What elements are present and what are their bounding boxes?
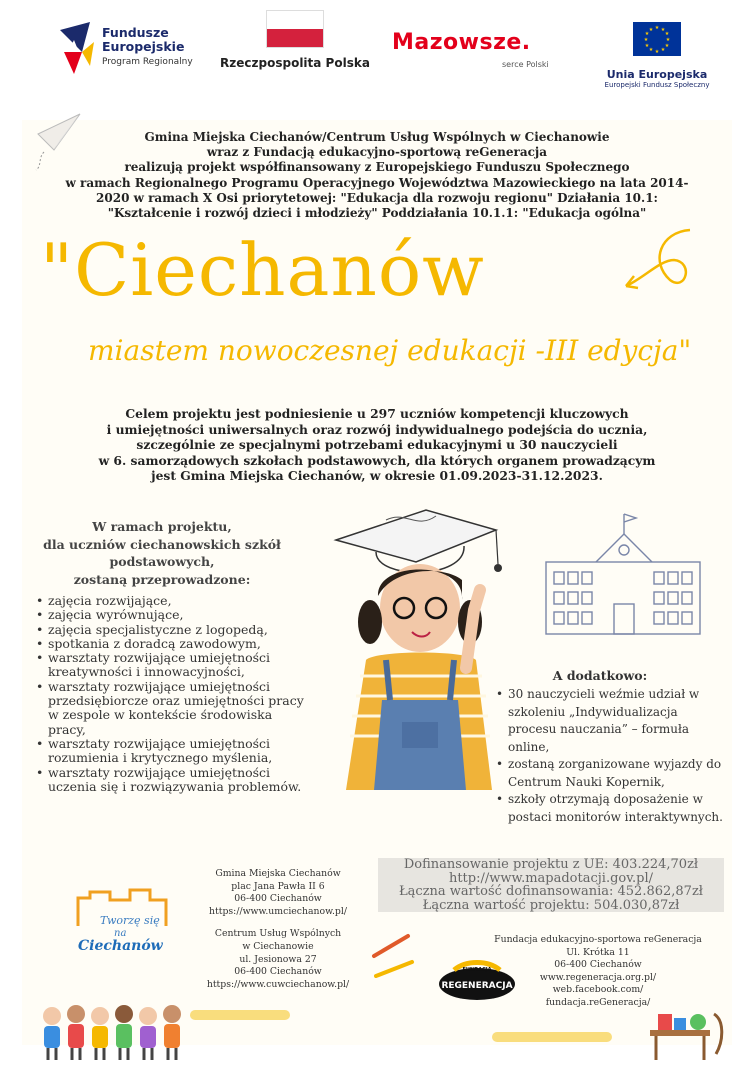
- address-line: 06-400 Ciechanów: [234, 893, 322, 905]
- regeneracja-logo: [432, 960, 522, 1000]
- address-line: Ul. Krótka 11: [566, 946, 630, 958]
- fundusze-europejskie-logo: [60, 22, 200, 82]
- list-item: • zajęcia wyrównujące,: [34, 608, 304, 622]
- svg-text:★: ★: [664, 43, 670, 49]
- poland-flag-icon: [266, 10, 324, 48]
- goal-line: i umiejętności uniwersalnych oraz rozwój indywidualnego podejścia do ucznia,: [106, 421, 648, 437]
- project-goal: [60, 406, 694, 484]
- address-gmina: [190, 868, 366, 991]
- goal-line: szczególnie ze specjalnymi potrzebami edukacyjnymi u 30 nauczycieli: [136, 437, 618, 452]
- funding-line: Łączna wartość projektu: 504.030,87zł: [378, 899, 724, 913]
- eu-line1: Unia Europejska: [606, 68, 708, 81]
- list-item: • warsztaty rozwijające umiejętności kreatywności i innowacyjności,: [34, 651, 304, 680]
- main-title: "Ciechanów: [40, 228, 485, 312]
- rp-label: Rzeczpospolita Polska: [220, 56, 370, 70]
- eu-logo: [592, 22, 722, 92]
- goal-line: w 6. samorządowych szkołach podstawowych, dla których organem prowadzącym: [98, 452, 656, 468]
- svg-text:★: ★: [654, 49, 660, 55]
- intro-line: Gmina Miejska Ciechanów/Centrum Usług Wspólnych w Ciechanowie: [144, 130, 610, 144]
- svg-text:★: ★: [644, 43, 650, 49]
- goal-line: Celem projektu jest podniesienie u 297 uczniów kompetencji kluczowych: [125, 406, 629, 421]
- intro-line: realizują projekt współfinansowany z Europejskiego Funduszu Społecznego: [124, 160, 630, 175]
- address-line: 06-400 Ciechanów: [234, 966, 322, 978]
- fe-star-icon: [60, 22, 96, 76]
- address-line: Gmina Miejska Ciechanów: [215, 868, 341, 879]
- tworze-line1: Tworzę się: [100, 914, 160, 927]
- list-item: • spotkania z doradcą zawodowym,: [34, 637, 304, 651]
- address-line: ul. Jesionowa 27: [239, 953, 317, 965]
- funding-line: Łączna wartość dofinansowania: 452.862,87zł: [378, 885, 724, 899]
- funding-info: [378, 858, 724, 912]
- intro-line: wraz z Fundacją edukacyjno-sportową reGeneracja: [206, 145, 548, 160]
- list-item: • warsztaty rozwijające umiejętności przedsiębiorcze oraz umiejętności pracy w zespole w kontekście środowiska pracy,: [34, 680, 304, 737]
- goal-line: jest Gmina Miejska Ciechanów, w okresie 01.09.2023-31.12.2023.: [151, 468, 603, 483]
- maz-sub: serce Polski: [502, 60, 549, 69]
- brush-stroke: [190, 1010, 290, 1020]
- svg-text:★: ★: [664, 31, 670, 37]
- tworze-sie-logo: [70, 886, 180, 956]
- children-illustration: [38, 1000, 188, 1062]
- fe-line2: Europejskie: [102, 39, 185, 54]
- list-item: • zajęcia specjalistyczne z logopedą,: [34, 623, 304, 637]
- intro-line: w ramach Regionalnego Programu Operacyjnego Województwa Mazowieckiego na lata 2014-: [65, 175, 689, 190]
- fe-line3: Program Regionalny: [102, 57, 193, 67]
- activities-list: [34, 594, 304, 794]
- additional-heading: A dodatkowo:: [552, 668, 648, 683]
- list-item: • zajęcia rozwijające,: [34, 594, 304, 608]
- curly-arrow-icon: [620, 222, 700, 302]
- address-line: 06-400 Ciechanów: [554, 959, 642, 971]
- svg-text:★: ★: [660, 27, 666, 33]
- tworze-line2: na: [114, 928, 127, 939]
- list-item: • warsztaty rozwijające umiejętności uczenia się i rozwiązywania problemów.: [34, 766, 304, 795]
- address-link[interactable]: fundacja.reGeneracja/: [545, 996, 651, 1008]
- funding-line: Dofinansowanie projektu z UE: 403.224,70zł: [378, 858, 724, 872]
- eu-line2: Europejski Fundusz Społeczny: [604, 81, 710, 89]
- svg-text:★: ★: [648, 47, 654, 53]
- maz-label: Mazowsze.: [392, 30, 531, 55]
- rzeczpospolita-logo: [220, 10, 370, 82]
- list-item: • warsztaty rozwijające umiejętności rozumienia i krytycznego myślenia,: [34, 737, 304, 766]
- svg-text:★: ★: [643, 37, 649, 43]
- address-line: plac Jana Pawła II 6: [231, 880, 325, 892]
- address-link[interactable]: https://www.cuwciechanow.pl/: [206, 978, 350, 990]
- address-line: w Ciechanowie: [242, 940, 314, 952]
- tworze-line3: Ciechanów: [78, 938, 163, 954]
- fe-line1: Fundusze: [102, 25, 169, 40]
- intro-line: "Kształcenie i rozwój dzieci i młodzieży" Poddziałania 10.1.1: "Edukacja ogólna": [107, 206, 647, 221]
- regen-main: REGENERACJA: [441, 981, 513, 991]
- svg-text:★: ★: [648, 27, 654, 33]
- address-link[interactable]: https://www.umciechanow.pl/: [209, 905, 347, 917]
- eu-flag-icon: [633, 22, 681, 56]
- svg-text:★: ★: [660, 47, 666, 53]
- mazowsze-logo: [392, 30, 562, 80]
- pencils-icon: [368, 932, 418, 978]
- funding-url[interactable]: http://www.mapadotacji.gov.pl/: [378, 872, 724, 886]
- school-desk-icon: [640, 1000, 730, 1062]
- list-item: • szkoły otrzymają doposażenie w postaci monitorów interaktywnych.: [494, 791, 724, 826]
- address-link[interactable]: www.regeneracja.org.pl/: [539, 971, 657, 983]
- address-link[interactable]: web.facebook.com/: [552, 984, 644, 996]
- student-girl-image: [316, 500, 512, 790]
- intro-line: 2020 w ramach X Osi priorytetowej: "Edukacja dla rozwoju regionu" Działania 10.1:: [96, 190, 658, 205]
- address-line: Centrum Usług Wspólnych: [214, 928, 342, 940]
- svg-text:★: ★: [644, 31, 650, 37]
- heading-line: zostaną przeprowadzone:: [73, 571, 251, 587]
- activities-heading: [30, 518, 294, 588]
- regen-top: FUNDACJA: [462, 967, 492, 973]
- school-building-icon: [536, 512, 710, 640]
- svg-text:★: ★: [665, 37, 671, 43]
- address-line: Fundacja edukacyjno-sportowa reGeneracja: [494, 934, 702, 945]
- heading-line: dla uczniów ciechanowskich szkół: [43, 536, 281, 552]
- additional-list: [494, 686, 724, 826]
- list-item: • zostaną zorganizowane wyjazdy do Centrum Nauki Kopernik,: [494, 756, 724, 791]
- svg-text:★: ★: [654, 25, 660, 31]
- intro-text: [30, 130, 724, 221]
- brush-stroke: [492, 1032, 612, 1042]
- list-item: • 30 nauczycieli weźmie udział w szkoleniu „Indywidualizacja procesu nauczania” – formuła online,: [494, 686, 724, 756]
- heading-line: podstawowych,: [109, 554, 215, 569]
- heading-line: W ramach projektu,: [92, 519, 232, 534]
- subtitle: miastem nowoczesnej edukacji -III edycja": [88, 334, 692, 367]
